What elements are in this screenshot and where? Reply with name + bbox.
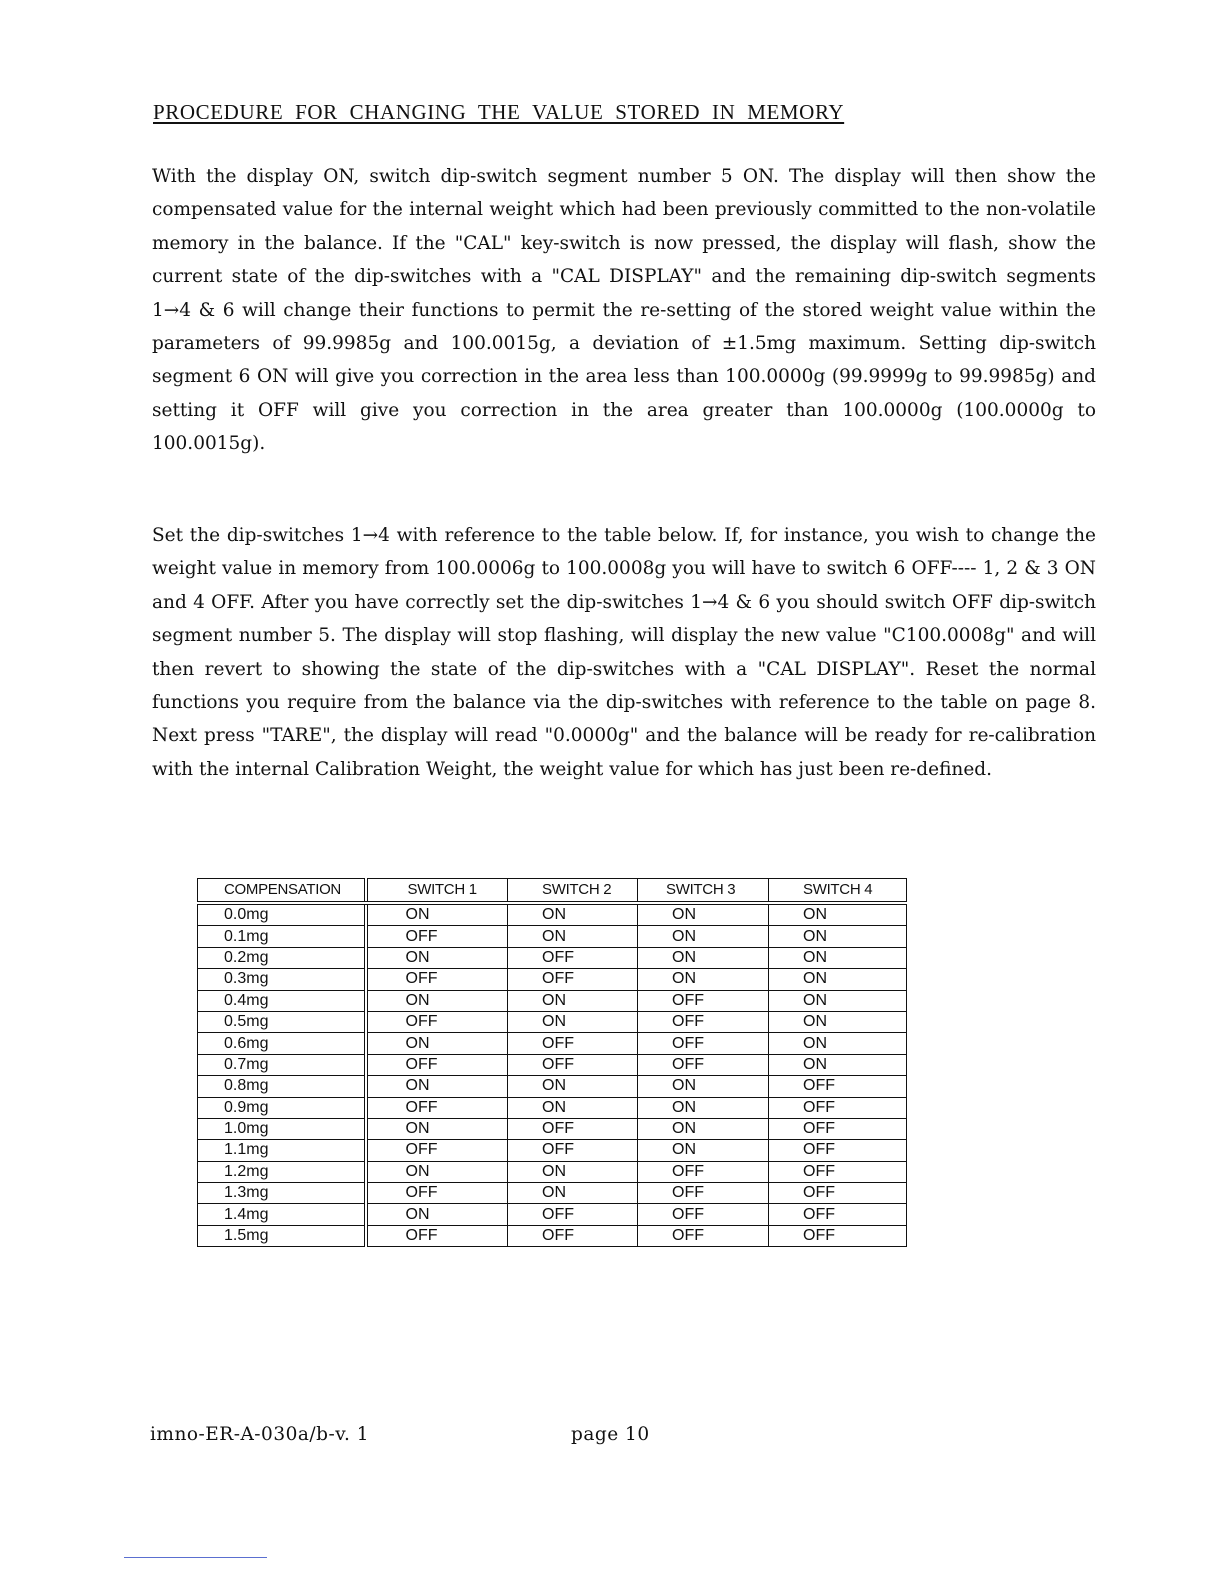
cell-compensation: 0.1mg bbox=[198, 926, 366, 947]
cell-switch-1: ON bbox=[366, 947, 508, 968]
header-switch-4: SWITCH 4 bbox=[769, 879, 907, 904]
cell-switch-4: OFF bbox=[769, 1118, 907, 1139]
cell-switch-2: ON bbox=[508, 1183, 638, 1204]
cell-switch-1: OFF bbox=[366, 1097, 508, 1118]
cell-switch-1: OFF bbox=[366, 969, 508, 990]
cell-compensation: 1.1mg bbox=[198, 1140, 366, 1161]
cell-switch-4: ON bbox=[769, 969, 907, 990]
cell-switch-2: OFF bbox=[508, 947, 638, 968]
header-switch-3: SWITCH 3 bbox=[638, 879, 769, 904]
compensation-table-container bbox=[197, 878, 906, 1247]
cell-switch-1: OFF bbox=[366, 1011, 508, 1032]
cell-switch-4: OFF bbox=[769, 1161, 907, 1182]
paragraph-procedure-steps: Set the dip-switches 1→4 with reference to the table below. If, for instance, you wish to change the weight value in memory from 100.0006g to 100.0008g you will have to switch 6 OFF---- 1, 2 & 3 ON and 4 OFF. After you have correctly set the dip-switches 1→4 & 6 you should switch OFF dip-switch segment number 5. The display will stop flashing, will display the new value "C100.0008g" and will then revert to showing the state of the dip-switches with a "CAL DISPLAY". Reset the normal functions you require from the balance via the dip-switches with reference to the table on page 8. Next press "TARE", the display will read "0.0000g" and the balance will be ready for re-calibration with the internal Calibration Weight, the weight value for which has just been re-defined. bbox=[152, 525, 1096, 780]
table-header-row bbox=[198, 879, 907, 904]
cell-compensation: 0.7mg bbox=[198, 1054, 366, 1075]
cell-switch-3: OFF bbox=[638, 1033, 769, 1054]
table-row bbox=[198, 1054, 907, 1075]
cell-switch-1: ON bbox=[366, 1118, 508, 1139]
cell-switch-2: ON bbox=[508, 1011, 638, 1032]
cell-switch-2: OFF bbox=[508, 1225, 638, 1246]
cell-switch-4: ON bbox=[769, 990, 907, 1011]
table-row bbox=[198, 969, 907, 990]
cell-compensation: 0.4mg bbox=[198, 990, 366, 1011]
cell-switch-2: OFF bbox=[508, 1054, 638, 1075]
cell-switch-4: OFF bbox=[769, 1183, 907, 1204]
cell-compensation: 1.3mg bbox=[198, 1183, 366, 1204]
cell-switch-1: ON bbox=[366, 1204, 508, 1225]
paragraph-procedure-intro: With the display ON, switch dip-switch segment number 5 ON. The display will then show the compensated value for the internal weight which had been previously committed to the non-volatile memory in the balance. If the "CAL" key-switch is now pressed, the display will flash, show the current state of the dip-switches with a "CAL DISPLAY" and the remaining dip-switch segments 1→4 & 6 will change their functions to permit the re-setting of the stored weight value within the parameters of 99.9985g and 100.0015g, a deviation of ±1.5mg maximum. Setting dip-switch segment 6 ON will give you correction in the area less than 100.0000g (99.9999g to 99.9985g) and setting it OFF will give you correction in the area greater than 100.0000g (100.0000g to 100.0015g). bbox=[152, 166, 1096, 455]
cell-switch-3: OFF bbox=[638, 1183, 769, 1204]
cell-switch-4: ON bbox=[769, 1011, 907, 1032]
cell-switch-4: OFF bbox=[769, 1225, 907, 1246]
cell-switch-4: OFF bbox=[769, 1076, 907, 1097]
cell-switch-2: OFF bbox=[508, 969, 638, 990]
cell-compensation: 0.2mg bbox=[198, 947, 366, 968]
cell-switch-2: ON bbox=[508, 903, 638, 926]
cell-switch-3: OFF bbox=[638, 1054, 769, 1075]
cell-switch-2: ON bbox=[508, 1161, 638, 1182]
cell-compensation: 0.9mg bbox=[198, 1097, 366, 1118]
page-title: PROCEDURE FOR CHANGING THE VALUE STORED IN MEMORY bbox=[153, 100, 845, 124]
cell-switch-3: ON bbox=[638, 947, 769, 968]
cell-switch-4: OFF bbox=[769, 1204, 907, 1225]
document-id: imno-ER-A-030a/b-v. 1 bbox=[150, 1424, 370, 1445]
cell-switch-2: OFF bbox=[508, 1140, 638, 1161]
table-row bbox=[198, 1097, 907, 1118]
cell-switch-1: OFF bbox=[366, 1140, 508, 1161]
table-row bbox=[198, 947, 907, 968]
cell-switch-1: OFF bbox=[366, 1054, 508, 1075]
cell-switch-4: ON bbox=[769, 926, 907, 947]
cell-switch-1: OFF bbox=[366, 1183, 508, 1204]
cell-switch-3: ON bbox=[638, 1076, 769, 1097]
header-switch-2: SWITCH 2 bbox=[508, 879, 638, 904]
header-switch-1: SWITCH 1 bbox=[366, 879, 508, 904]
cell-compensation: 0.0mg bbox=[198, 903, 366, 926]
cell-compensation: 0.8mg bbox=[198, 1076, 366, 1097]
cell-switch-4: ON bbox=[769, 1033, 907, 1054]
footnote-divider bbox=[124, 1557, 267, 1558]
cell-switch-4: ON bbox=[769, 1054, 907, 1075]
cell-switch-1: ON bbox=[366, 903, 508, 926]
cell-switch-2: ON bbox=[508, 926, 638, 947]
cell-switch-4: ON bbox=[769, 903, 907, 926]
cell-switch-2: ON bbox=[508, 1076, 638, 1097]
table-row bbox=[198, 1183, 907, 1204]
table-row bbox=[198, 1225, 907, 1246]
cell-compensation: 0.6mg bbox=[198, 1033, 366, 1054]
cell-switch-3: OFF bbox=[638, 1225, 769, 1246]
table-row bbox=[198, 1076, 907, 1097]
cell-switch-3: ON bbox=[638, 1140, 769, 1161]
table-row bbox=[198, 1118, 907, 1139]
cell-switch-1: ON bbox=[366, 990, 508, 1011]
cell-switch-3: OFF bbox=[638, 1161, 769, 1182]
cell-switch-2: ON bbox=[508, 1097, 638, 1118]
cell-switch-1: ON bbox=[366, 1033, 508, 1054]
cell-switch-3: ON bbox=[638, 1118, 769, 1139]
cell-switch-3: OFF bbox=[638, 990, 769, 1011]
cell-switch-1: OFF bbox=[366, 926, 508, 947]
header-compensation: COMPENSATION bbox=[198, 879, 366, 904]
cell-compensation: 1.4mg bbox=[198, 1204, 366, 1225]
cell-switch-3: ON bbox=[638, 1097, 769, 1118]
table-row bbox=[198, 990, 907, 1011]
cell-compensation: 1.0mg bbox=[198, 1118, 366, 1139]
cell-switch-2: OFF bbox=[508, 1033, 638, 1054]
cell-compensation: 0.3mg bbox=[198, 969, 366, 990]
cell-switch-2: ON bbox=[508, 990, 638, 1011]
table-row bbox=[198, 1011, 907, 1032]
cell-compensation: 0.5mg bbox=[198, 1011, 366, 1032]
table-row bbox=[198, 1140, 907, 1161]
cell-switch-1: ON bbox=[366, 1076, 508, 1097]
table-row bbox=[198, 1033, 907, 1054]
cell-switch-3: OFF bbox=[638, 1204, 769, 1225]
cell-switch-1: ON bbox=[366, 1161, 508, 1182]
table-row bbox=[198, 926, 907, 947]
cell-switch-3: ON bbox=[638, 969, 769, 990]
cell-compensation: 1.2mg bbox=[198, 1161, 366, 1182]
cell-switch-4: OFF bbox=[769, 1097, 907, 1118]
table-row bbox=[198, 1161, 907, 1182]
cell-switch-4: ON bbox=[769, 947, 907, 968]
cell-switch-2: OFF bbox=[508, 1204, 638, 1225]
table-row bbox=[198, 903, 907, 926]
cell-switch-2: OFF bbox=[508, 1118, 638, 1139]
table-row bbox=[198, 1204, 907, 1225]
table-body bbox=[198, 903, 907, 1247]
compensation-table bbox=[197, 878, 907, 1247]
cell-switch-4: OFF bbox=[769, 1140, 907, 1161]
cell-compensation: 1.5mg bbox=[198, 1225, 366, 1246]
cell-switch-1: OFF bbox=[366, 1225, 508, 1246]
cell-switch-3: ON bbox=[638, 903, 769, 926]
page-number: page 10 bbox=[571, 1424, 650, 1445]
cell-switch-3: ON bbox=[638, 926, 769, 947]
cell-switch-3: OFF bbox=[638, 1011, 769, 1032]
